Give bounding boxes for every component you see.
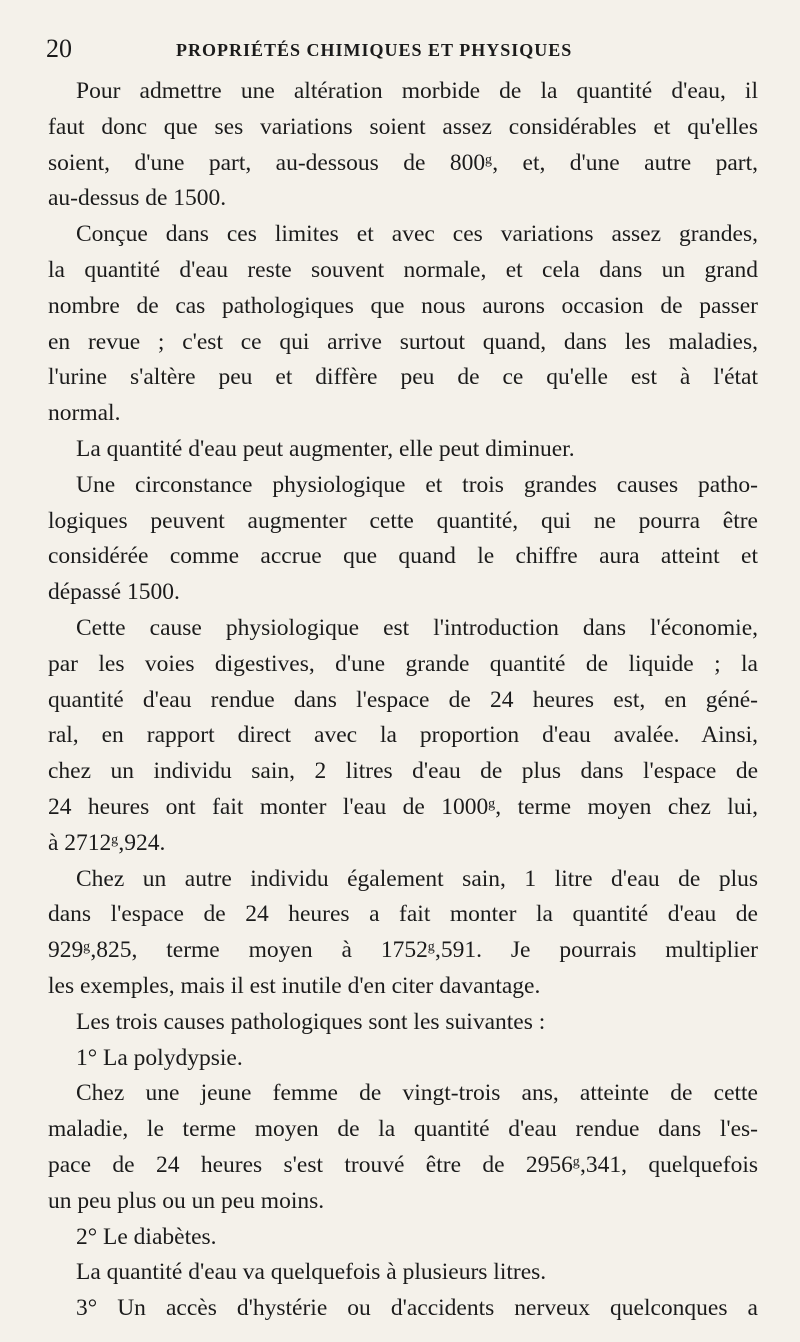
text-line: La quantité d'eau peut augmenter, elle peut diminuer. (76, 435, 575, 462)
text-line: ral, en rapport direct avec la proportion d'eau avalée. Ainsi, (48, 722, 758, 749)
text-line: la quantité d'eau reste souvent normale, et cela dans un grand (48, 256, 758, 283)
text-line: pace de 24 heures s'est trouvé être de 2956ᵍ,341, quelquefois (48, 1151, 758, 1178)
text-line: 2° Le diabètes. (76, 1223, 217, 1250)
text-line: quantité d'eau rendue dans l'espace de 24 heures est, en géné- (48, 686, 758, 713)
text-line: soient, d'une part, au-dessous de 800ᵍ, et, d'une autre part, (48, 149, 758, 176)
text-line: Conçue dans ces limites et avec ces variations assez grandes, (76, 221, 758, 248)
text-line: 24 heures ont fait monter l'eau de 1000ᵍ, terme moyen chez lui, (48, 793, 758, 820)
text-line: La quantité d'eau va quelquefois à plusieurs litres. (76, 1259, 547, 1286)
text-line: considérée comme accrue que quand le chiffre aura atteint et (48, 543, 758, 570)
text-line: dépassé 1500. (48, 579, 180, 606)
text-line: à 2712ᵍ,924. (48, 829, 166, 856)
text-line: 1° La polydypsie. (76, 1044, 243, 1071)
text-line: par les voies digestives, d'une grande quantité de liquide ; la (48, 650, 758, 677)
text-line: les exemples, mais il est inutile d'en citer davantage. (48, 972, 541, 999)
text-line: Les trois causes pathologiques sont les suivantes : (76, 1008, 546, 1035)
text-line: 3° Un accès d'hystérie ou d'accidents nerveux quelconques a (76, 1295, 758, 1322)
text-line: un peu plus ou un peu moins. (48, 1187, 325, 1214)
text-line: Pour admettre une altération morbide de la quantité d'eau, il (76, 78, 758, 104)
text-line: Cette cause physiologique est l'introduction dans l'économie, (76, 614, 758, 641)
text-line: faut donc que ses variations soient assez considérables et qu'elles (48, 113, 758, 140)
text-line: Chez un autre individu également sain, 1 litre d'eau de plus (76, 865, 758, 892)
text-line: nombre de cas pathologiques que nous aurons occasion de passer (48, 292, 758, 319)
text-line: au-dessus de 1500. (48, 185, 227, 212)
text-line: chez un individu sain, 2 litres d'eau de plus dans l'espace de (48, 758, 758, 785)
body-text (48, 74, 758, 1327)
text-line: maladie, le terme moyen de la quantité d'eau rendue dans l'es- (48, 1116, 758, 1143)
page-number: 20 (46, 34, 72, 63)
text-line: Une circonstance physiologique et trois grandes causes patho- (76, 471, 758, 498)
text-line: 929ᵍ,825, terme moyen à 1752ᵍ,591. Je pourrais multiplier (48, 937, 758, 964)
running-title: PROPRIÉTÉS CHIMIQUES ET PHYSIQUES (176, 40, 573, 60)
page-header (46, 30, 760, 70)
text-line: l'urine s'altère peu et diffère peu de ce qu'elle est à l'état (48, 364, 758, 391)
text-line: dans l'espace de 24 heures a fait monter la quantité d'eau de (48, 901, 758, 928)
text-line: normal. (48, 400, 121, 427)
text-line: Chez une jeune femme de vingt-trois ans, atteinte de cette (76, 1080, 758, 1107)
text-line: logiques peuvent augmenter cette quantité, qui ne pourra être (48, 507, 758, 534)
text-line: en revue ; c'est ce qui arrive surtout quand, dans les maladies, (48, 328, 758, 355)
